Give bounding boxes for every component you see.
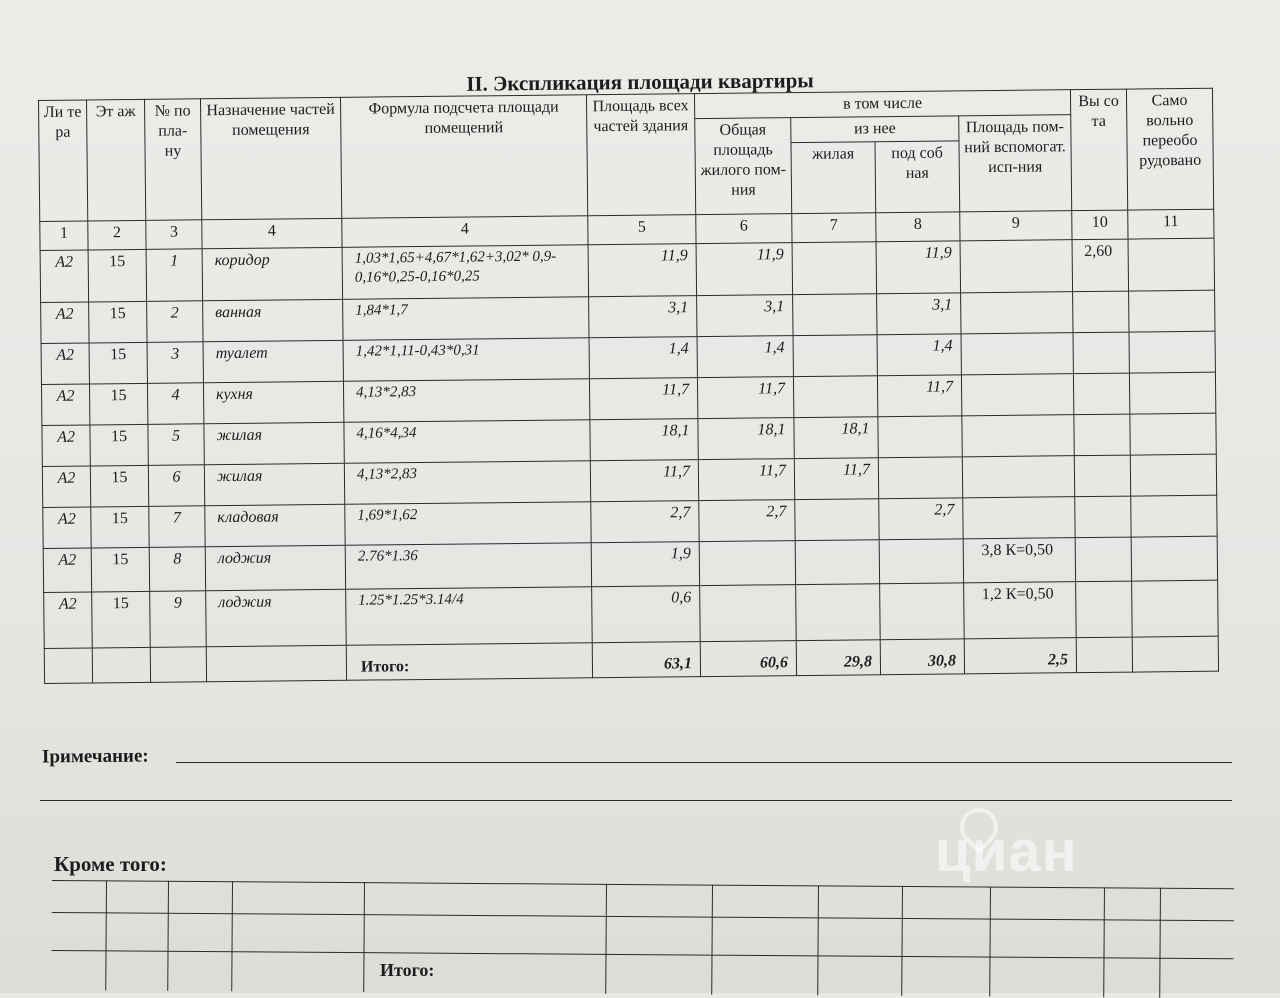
formula-cell: 4,13*2,83 bbox=[344, 461, 590, 505]
height-cell bbox=[1075, 537, 1131, 582]
watermark-logo: циан bbox=[935, 819, 1078, 884]
living-cell bbox=[793, 294, 877, 336]
header-litera: Ли те ра bbox=[39, 100, 88, 221]
auxiliary-cell bbox=[962, 415, 1074, 457]
living-total-cell bbox=[699, 541, 795, 586]
living-total-cell: 2,7 bbox=[699, 500, 795, 542]
height-cell bbox=[1073, 373, 1129, 415]
plan-number-cell: 8 bbox=[149, 547, 205, 592]
total-utility-value: 30,8 bbox=[880, 639, 964, 675]
column-number: 4 bbox=[342, 216, 588, 248]
utility-cell bbox=[880, 583, 965, 640]
header-living: жилая bbox=[791, 142, 876, 214]
height-cell bbox=[1075, 496, 1131, 538]
column-number: 5 bbox=[588, 215, 696, 245]
room-name-cell: кухня bbox=[203, 381, 343, 423]
unauthorized-cell bbox=[1132, 580, 1219, 637]
header-utility: под соб ная bbox=[875, 141, 960, 213]
header-purpose: Назначение частей помещения bbox=[200, 97, 341, 219]
floor-cell: 15 bbox=[92, 591, 151, 648]
room-name-cell: ванная bbox=[203, 299, 343, 341]
total-area-cell: 11,9 bbox=[588, 244, 697, 297]
floor-cell: 15 bbox=[89, 342, 147, 384]
auxiliary-cell bbox=[963, 497, 1075, 539]
living-cell bbox=[795, 499, 879, 541]
living-cell bbox=[793, 335, 877, 377]
litera-cell: А2 bbox=[41, 384, 89, 426]
living-total-cell: 11,7 bbox=[698, 459, 794, 501]
extra-label: Кроме того: bbox=[54, 852, 167, 876]
header-plan-number: № по пла- ну bbox=[144, 99, 201, 221]
auxiliary-cell bbox=[961, 333, 1073, 375]
litera-cell: А2 bbox=[42, 466, 90, 508]
explication-table-wrapper bbox=[38, 88, 1219, 684]
auxiliary-cell bbox=[962, 456, 1074, 498]
plan-number-cell: 5 bbox=[148, 424, 204, 466]
header-formula: Формула подсчета площади помещений bbox=[340, 95, 587, 219]
utility-cell bbox=[879, 539, 963, 584]
header-living-total: Общая площадь жилого пом-ния bbox=[695, 118, 792, 215]
column-number: 6 bbox=[696, 214, 792, 244]
litera-cell: А2 bbox=[43, 548, 91, 593]
utility-cell: 1,4 bbox=[877, 334, 961, 376]
height-cell: 2,60 bbox=[1072, 239, 1129, 292]
column-number: 2 bbox=[88, 220, 146, 250]
litera-cell: А2 bbox=[44, 592, 93, 648]
total-area-cell: 1,4 bbox=[589, 337, 697, 379]
formula-cell: 1.25*1.25*3.14/4 bbox=[346, 587, 593, 646]
living-total-cell: 18,1 bbox=[698, 418, 794, 460]
litera-cell: А2 bbox=[41, 302, 89, 344]
height-cell bbox=[1073, 332, 1129, 374]
formula-cell: 1,42*1,11-0,43*0,31 bbox=[343, 338, 589, 382]
total-area-value: 63,1 bbox=[592, 642, 700, 678]
utility-cell: 2,7 bbox=[879, 498, 963, 540]
unauthorized-cell bbox=[1128, 238, 1215, 291]
height-cell bbox=[1073, 291, 1129, 333]
total-living-value: 29,8 bbox=[796, 640, 880, 676]
header-including: в том числе bbox=[694, 90, 1070, 119]
height-cell bbox=[1076, 581, 1133, 638]
header-total-area: Площадь всех частей здания bbox=[586, 94, 695, 216]
note-label: Iримечание: bbox=[41, 745, 149, 768]
plan-number-cell: 3 bbox=[147, 342, 203, 384]
height-cell bbox=[1074, 455, 1130, 497]
utility-cell: 11,7 bbox=[877, 375, 961, 417]
utility-cell: 3,1 bbox=[877, 293, 961, 335]
unauthorized-cell bbox=[1129, 290, 1215, 332]
height-cell bbox=[1074, 414, 1130, 456]
living-total-cell: 3,1 bbox=[697, 295, 793, 337]
living-cell bbox=[796, 584, 881, 641]
note-line bbox=[176, 762, 1232, 763]
header-of-which: из нее bbox=[791, 116, 959, 143]
floor-cell: 15 bbox=[91, 506, 149, 548]
litera-cell: А2 bbox=[41, 343, 89, 385]
explication-table bbox=[38, 88, 1219, 684]
total-area-cell: 18,1 bbox=[590, 419, 698, 461]
plan-number-cell: 9 bbox=[150, 591, 207, 648]
total-auxiliary-value: 2,5 bbox=[964, 638, 1076, 674]
litera-cell: А2 bbox=[40, 250, 89, 302]
floor-cell: 15 bbox=[90, 424, 148, 466]
formula-cell: 2.76*1.36 bbox=[345, 543, 591, 590]
column-number: 11 bbox=[1128, 209, 1214, 239]
living-total-cell bbox=[700, 585, 797, 642]
living-total-cell: 11,9 bbox=[696, 243, 793, 296]
header-etazh: Эт аж bbox=[87, 99, 146, 221]
plan-number-cell: 1 bbox=[146, 249, 203, 302]
plan-number-cell: 6 bbox=[148, 465, 204, 507]
living-cell bbox=[795, 540, 879, 585]
litera-cell: А2 bbox=[42, 425, 90, 467]
document-title: II. Экспликация площади квартиры bbox=[466, 68, 814, 96]
floor-cell: 15 bbox=[88, 249, 147, 302]
formula-cell: 1,84*1,7 bbox=[343, 297, 589, 341]
auxiliary-cell bbox=[961, 292, 1073, 334]
room-name-cell: лоджия bbox=[206, 589, 347, 646]
room-name-cell: лоджия bbox=[205, 545, 345, 590]
room-name-cell: туалет bbox=[203, 340, 343, 382]
utility-cell: 11,9 bbox=[876, 241, 961, 294]
total-area-cell: 11,7 bbox=[589, 378, 697, 420]
column-number: 8 bbox=[876, 212, 960, 242]
column-number: 3 bbox=[146, 220, 202, 250]
unauthorized-cell bbox=[1130, 454, 1216, 496]
living-cell: 18,1 bbox=[794, 417, 878, 459]
room-name-cell: жилая bbox=[204, 463, 344, 505]
column-number: 4 bbox=[202, 218, 342, 248]
auxiliary-cell bbox=[960, 240, 1073, 293]
floor-cell: 15 bbox=[91, 547, 149, 592]
total-area-cell: 11,7 bbox=[590, 460, 698, 502]
litera-cell: А2 bbox=[43, 507, 91, 549]
total-area-cell: 1,9 bbox=[591, 542, 699, 587]
unauthorized-cell bbox=[1131, 495, 1217, 537]
unauthorized-cell bbox=[1130, 413, 1216, 455]
header-auxiliary: Площадь пом-ний вспомогат. исп-ния bbox=[959, 115, 1072, 212]
room-name-cell: коридор bbox=[202, 247, 343, 300]
plan-number-cell: 2 bbox=[147, 301, 203, 343]
note-line-2 bbox=[40, 800, 1232, 801]
living-total-cell: 1,4 bbox=[697, 336, 793, 378]
total-living-total-value: 60,6 bbox=[700, 641, 796, 677]
formula-cell: 4,16*4,34 bbox=[344, 420, 590, 464]
living-cell bbox=[792, 242, 877, 295]
plan-number-cell: 7 bbox=[149, 506, 205, 548]
column-number: 10 bbox=[1072, 210, 1128, 240]
floor-cell: 15 bbox=[89, 383, 147, 425]
header-height: Вы со та bbox=[1070, 89, 1127, 211]
total-area-cell: 0,6 bbox=[592, 586, 701, 643]
column-number: 9 bbox=[960, 211, 1072, 241]
room-name-cell: жилая bbox=[204, 422, 344, 464]
auxiliary-cell: 3,8 К=0,50 bbox=[963, 538, 1075, 583]
formula-cell: 1,03*1,65+4,67*1,62+3,02* 0,9-0,16*0,25-0,16*0,25 bbox=[342, 245, 589, 300]
utility-cell bbox=[878, 416, 962, 458]
extra-table bbox=[51, 880, 1234, 998]
floor-cell: 15 bbox=[90, 465, 148, 507]
living-total-cell: 11,7 bbox=[697, 377, 793, 419]
column-number: 7 bbox=[792, 213, 876, 243]
utility-cell bbox=[878, 457, 962, 499]
unauthorized-cell bbox=[1129, 372, 1215, 414]
floor-cell: 15 bbox=[89, 301, 147, 343]
living-cell bbox=[793, 376, 877, 418]
formula-cell: 4,13*2,83 bbox=[343, 379, 589, 423]
auxiliary-cell bbox=[961, 374, 1073, 416]
total-area-cell: 3,1 bbox=[589, 296, 697, 338]
living-cell: 11,7 bbox=[794, 458, 878, 500]
formula-cell: 1,69*1,62 bbox=[345, 502, 591, 546]
plan-number-cell: 4 bbox=[147, 383, 203, 425]
unauthorized-cell bbox=[1129, 331, 1215, 373]
total-label: Итого: bbox=[346, 643, 592, 681]
header-unauthorized: Само вольно переобо рудовано bbox=[1126, 88, 1213, 210]
column-number: 1 bbox=[40, 221, 88, 251]
auxiliary-cell: 1,2 К=0,50 bbox=[964, 582, 1077, 639]
extra-total-label: Итого: bbox=[380, 960, 435, 980]
room-name-cell: кладовая bbox=[205, 504, 345, 546]
total-area-cell: 2,7 bbox=[591, 501, 699, 543]
unauthorized-cell bbox=[1131, 536, 1217, 581]
